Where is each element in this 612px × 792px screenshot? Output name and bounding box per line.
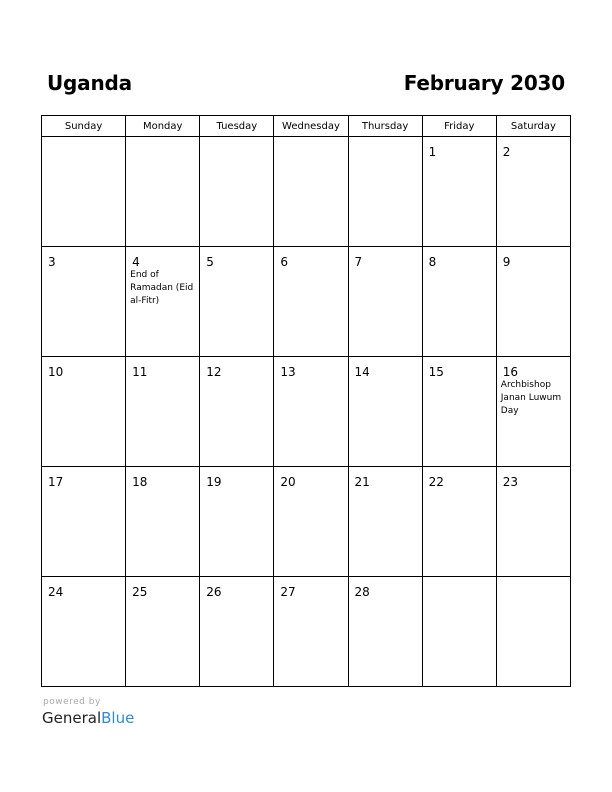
day-cell <box>496 137 570 247</box>
day-number: 14 <box>354 365 370 379</box>
day-number: 1 <box>428 145 437 159</box>
day-cell <box>126 577 200 687</box>
day-number: 26 <box>206 585 222 599</box>
day-cell <box>42 247 126 357</box>
day-cell <box>42 137 126 247</box>
day-cell <box>496 577 570 687</box>
day-cell <box>42 467 126 577</box>
day-number: 21 <box>354 475 370 489</box>
weekday-header-row <box>42 116 571 137</box>
day-number: 5 <box>206 255 214 269</box>
day-cell <box>42 357 126 467</box>
month-year-title: February 2030 <box>403 71 565 95</box>
day-number: 2 <box>502 145 511 159</box>
logo-text-general: General <box>42 709 102 727</box>
day-number: 15 <box>428 365 444 379</box>
holiday-label: End of Ramadan (Eid al-Fitr) <box>130 270 194 306</box>
day-cell <box>200 357 274 467</box>
week-row <box>42 137 571 247</box>
day-number: 27 <box>280 585 296 599</box>
day-number: 7 <box>354 255 363 269</box>
day-number: 6 <box>280 255 289 269</box>
powered-by-label: powered by <box>43 697 101 707</box>
day-number: 19 <box>206 475 222 489</box>
day-number: 20 <box>280 475 296 489</box>
day-number: 3 <box>48 255 56 269</box>
day-number: 25 <box>132 585 148 599</box>
day-cell <box>348 247 422 357</box>
country-title: Uganda <box>47 71 132 95</box>
day-number: 17 <box>48 475 64 489</box>
calendar-grid <box>41 115 571 687</box>
week-row <box>42 577 571 687</box>
day-cell <box>422 467 496 577</box>
day-number: 8 <box>428 255 437 269</box>
weekday-header: Friday <box>422 116 496 137</box>
day-cell <box>422 357 496 467</box>
day-cell <box>422 247 496 357</box>
week-row <box>42 357 571 467</box>
day-cell <box>42 577 126 687</box>
day-cell <box>348 467 422 577</box>
weekday-header: Monday <box>126 116 200 137</box>
day-cell <box>496 357 570 467</box>
day-number: 11 <box>132 365 148 379</box>
week-row <box>42 247 571 357</box>
day-cell <box>274 247 348 357</box>
day-cell <box>496 247 570 357</box>
day-cell <box>126 357 200 467</box>
day-cell <box>422 577 496 687</box>
logo-text-blue: Blue <box>101 709 135 727</box>
day-number: 12 <box>206 365 222 379</box>
day-cell <box>348 357 422 467</box>
day-number: 22 <box>428 475 444 489</box>
weekday-header: Thursday <box>348 116 422 137</box>
day-number: 10 <box>48 365 64 379</box>
weekday-header: Tuesday <box>200 116 274 137</box>
day-cell <box>126 137 200 247</box>
weekday-header: Sunday <box>42 116 126 137</box>
day-cell <box>126 467 200 577</box>
day-cell <box>422 137 496 247</box>
day-cell <box>274 467 348 577</box>
day-cell <box>200 577 274 687</box>
day-cell <box>126 247 200 357</box>
holiday-label: Archbishop Janan Luwum Day <box>500 380 562 416</box>
generalblue-logo[interactable] <box>42 709 134 727</box>
day-number: 16 <box>502 365 519 379</box>
day-number: 9 <box>502 255 511 269</box>
day-cell <box>274 577 348 687</box>
day-number: 18 <box>132 475 148 489</box>
day-cell <box>496 467 570 577</box>
weekday-header: Wednesday <box>274 116 348 137</box>
day-cell <box>274 137 348 247</box>
day-number: 24 <box>48 585 64 599</box>
day-cell <box>348 137 422 247</box>
day-number: 28 <box>354 585 370 599</box>
day-cell <box>348 577 422 687</box>
day-number: 23 <box>502 475 519 489</box>
day-cell <box>200 247 274 357</box>
day-number: 4 <box>132 255 140 269</box>
week-row <box>42 467 571 577</box>
day-number: 13 <box>280 365 296 379</box>
day-cell <box>200 137 274 247</box>
day-cell <box>200 467 274 577</box>
day-cell <box>274 357 348 467</box>
weekday-header: Saturday <box>496 116 570 137</box>
